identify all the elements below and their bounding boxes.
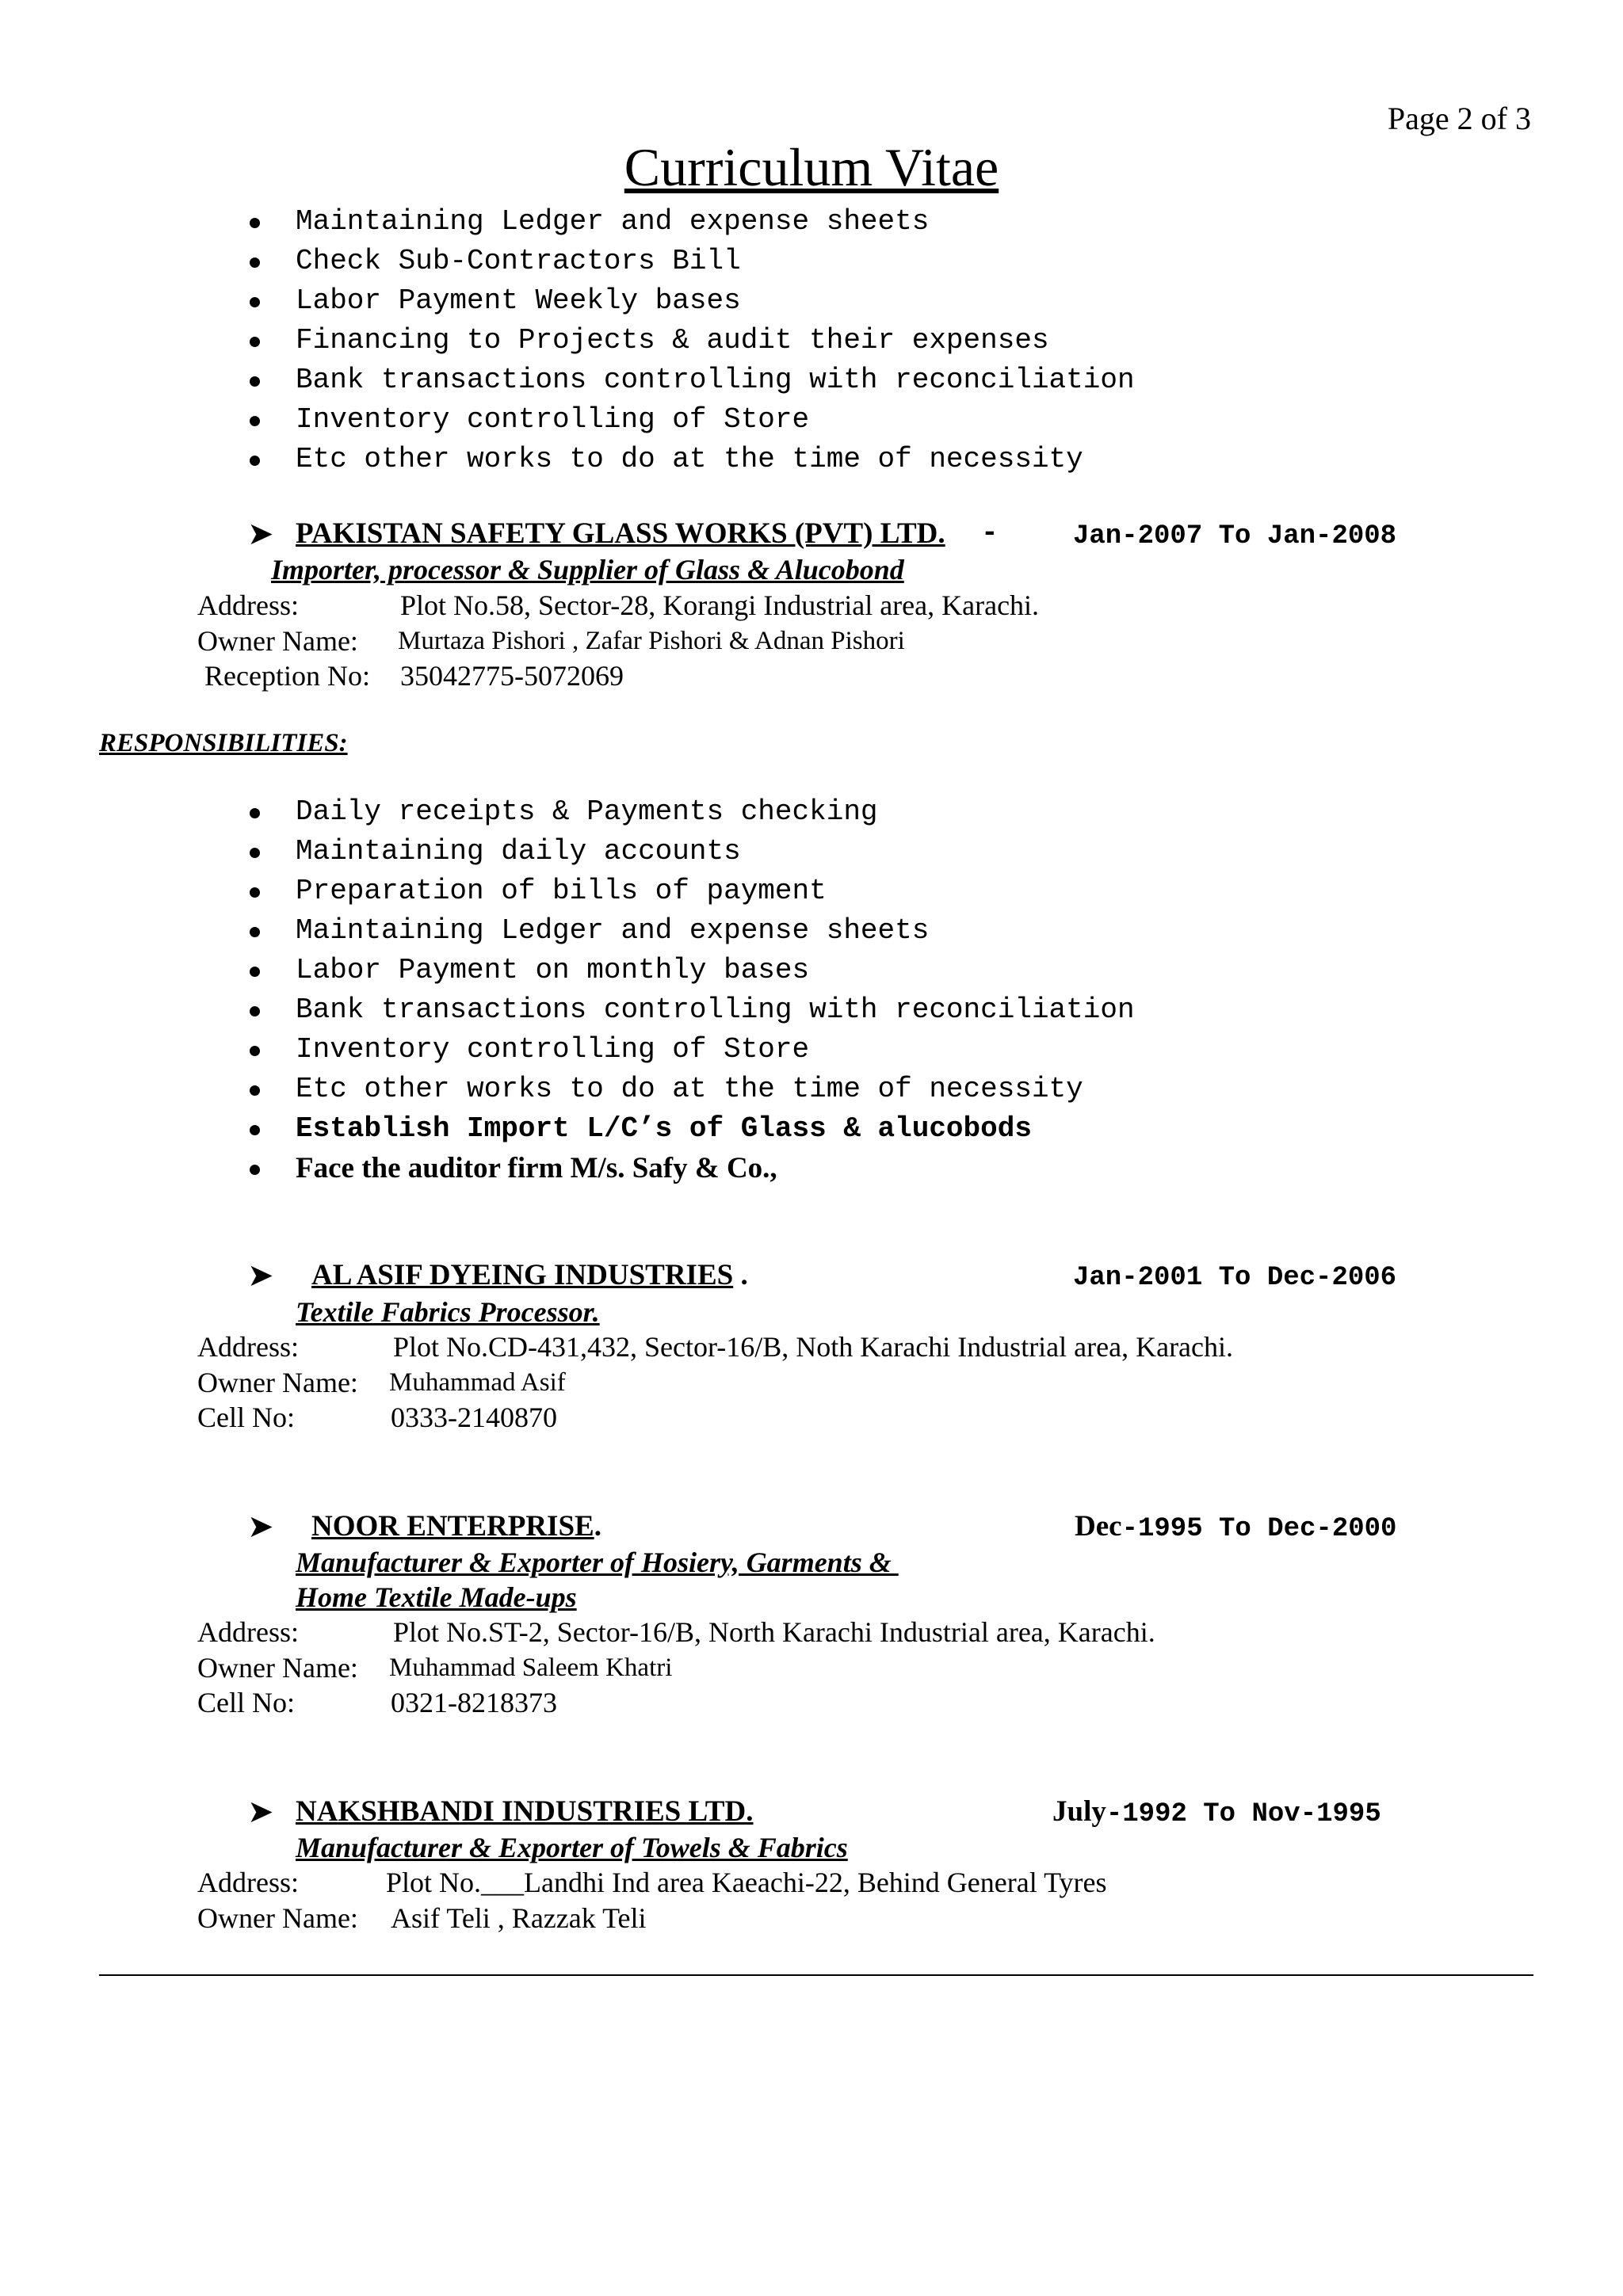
list-item: Maintaining daily accounts <box>0 832 1135 871</box>
owner-label: Owner Name: <box>197 1652 358 1684</box>
bullet-icon <box>250 927 260 937</box>
list-item: Bank transactions controlling with reconciliation <box>0 990 1135 1030</box>
company-description: Manufacturer & Exporter of Towels & Fabrics <box>296 1832 848 1863</box>
cell-label: Cell No: <box>197 1687 295 1718</box>
bullet-icon <box>250 1046 260 1056</box>
employment-dates: July-1992 To Nov-1995 <box>1052 1795 1381 1829</box>
owner-label: Owner Name: <box>197 1367 358 1398</box>
bullet-icon <box>250 337 260 347</box>
list-item: Preparation of bills of payment <box>0 871 1135 911</box>
list-item: Bank transactions controlling with reconciliation <box>0 360 1135 400</box>
company-name-noor: NOOR ENTERPRISE. <box>311 1510 601 1543</box>
bullet-icon <box>250 1125 260 1135</box>
reception-value: 35042775-5072069 <box>400 660 624 692</box>
bullet-icon <box>250 376 260 387</box>
list-item: Check Sub-Contractors Bill <box>0 242 1135 281</box>
bullet-icon <box>250 887 260 898</box>
bullet-icon <box>250 297 260 307</box>
bullet-icon <box>250 1165 260 1175</box>
cell-label: Cell No: <box>197 1402 295 1433</box>
list-item: Etc other works to do at the time of necessity <box>0 1070 1135 1109</box>
address-value: Plot No.ST-2, Sector-16/B, North Karachi Industrial area, Karachi. <box>393 1616 1155 1648</box>
employment-dates: Jan-2001 To Dec-2006 <box>1073 1263 1397 1293</box>
cell-value: 0333-2140870 <box>391 1402 557 1433</box>
address-label: Address: <box>197 1867 299 1898</box>
cell-value: 0321-8218373 <box>391 1687 557 1718</box>
owner-value: Muhammad Saleem Khatri <box>389 1653 673 1682</box>
bullet-icon <box>250 1006 260 1016</box>
responsibilities-list <box>0 792 1135 1188</box>
company-description: Manufacturer & Exporter of Hosiery, Garments & <box>296 1547 899 1578</box>
list-item: Financing to Projects & audit their expenses <box>0 321 1135 360</box>
bullet-icon <box>250 808 260 818</box>
owner-value: Murtaza Pishori , Zafar Pishori & Adnan Pishori <box>398 627 905 655</box>
bullet-icon <box>250 257 260 268</box>
address-value: Plot No.CD-431,432, Sector-16/B, Noth Karachi Industrial area, Karachi. <box>393 1331 1234 1363</box>
address-label: Address: <box>197 1331 299 1363</box>
list-item: Maintaining Ledger and expense sheets <box>0 911 1135 951</box>
address-value: Plot No.___Landhi Ind area Kaeachi-22, Behind General Tyres <box>386 1867 1107 1898</box>
address-value: Plot No.58, Sector-28, Korangi Industrial area, Karachi. <box>400 589 1040 621</box>
owner-label: Owner Name: <box>197 625 358 657</box>
bullet-icon <box>250 1085 260 1096</box>
bullet-icon <box>250 416 260 426</box>
reception-label: Reception No: <box>204 660 370 692</box>
employment-dates: Dec-1995 To Dec-2000 <box>1075 1510 1397 1544</box>
page-number: Page 2 of 3 <box>1387 101 1531 136</box>
arrow-bullet-icon: ➤ <box>247 516 274 551</box>
bullet-icon <box>250 848 260 858</box>
list-item: Maintaining Ledger and expense sheets <box>0 202 1135 242</box>
address-label: Address: <box>197 589 299 621</box>
list-item: Labor Payment Weekly bases <box>0 281 1135 321</box>
page-title: Curriculum Vitae <box>624 137 999 197</box>
arrow-bullet-icon: ➤ <box>247 1257 274 1293</box>
bottom-divider <box>99 1974 1533 1976</box>
arrow-bullet-icon: ➤ <box>247 1794 274 1829</box>
owner-label: Owner Name: <box>197 1902 358 1934</box>
company-description: Importer, processor & Supplier of Glass & Alucobond <box>271 554 904 585</box>
company-description: Textile Fabrics Processor. <box>296 1296 600 1328</box>
company-name-pakistan-safety: PAKISTAN SAFETY GLASS WORKS (PVT) LTD. <box>296 517 945 550</box>
bullet-icon <box>250 218 260 228</box>
list-item: Daily receipts & Payments checking <box>0 792 1135 832</box>
list-item: Face the auditor firm M/s. Safy & Co., <box>0 1149 1135 1188</box>
dash-separator: - <box>981 517 999 549</box>
list-item: Inventory controlling of Store <box>0 1030 1135 1070</box>
continued-duties-list <box>0 202 1135 479</box>
bullet-icon <box>250 967 260 977</box>
company-name-al-asif: AL ASIF DYEING INDUSTRIES . <box>311 1259 748 1291</box>
list-item: Inventory controlling of Store <box>0 400 1135 440</box>
list-item: Establish Import L/C’s of Glass & alucobods <box>0 1109 1135 1149</box>
company-name-nakshbandi: NAKSHBANDI INDUSTRIES LTD. <box>296 1795 754 1828</box>
owner-value: Asif Teli , Razzak Teli <box>391 1902 647 1934</box>
address-label: Address: <box>197 1616 299 1648</box>
responsibilities-heading: RESPONSIBILITIES: <box>99 729 348 757</box>
list-item: Labor Payment on monthly bases <box>0 951 1135 990</box>
bullet-icon <box>250 456 260 466</box>
arrow-bullet-icon: ➤ <box>247 1508 274 1544</box>
owner-value: Muhammad Asif <box>389 1368 566 1397</box>
company-description-line2: Home Textile Made-ups <box>296 1581 577 1613</box>
list-item: Etc other works to do at the time of necessity <box>0 440 1135 479</box>
employment-dates: Jan-2007 To Jan-2008 <box>1073 521 1397 551</box>
